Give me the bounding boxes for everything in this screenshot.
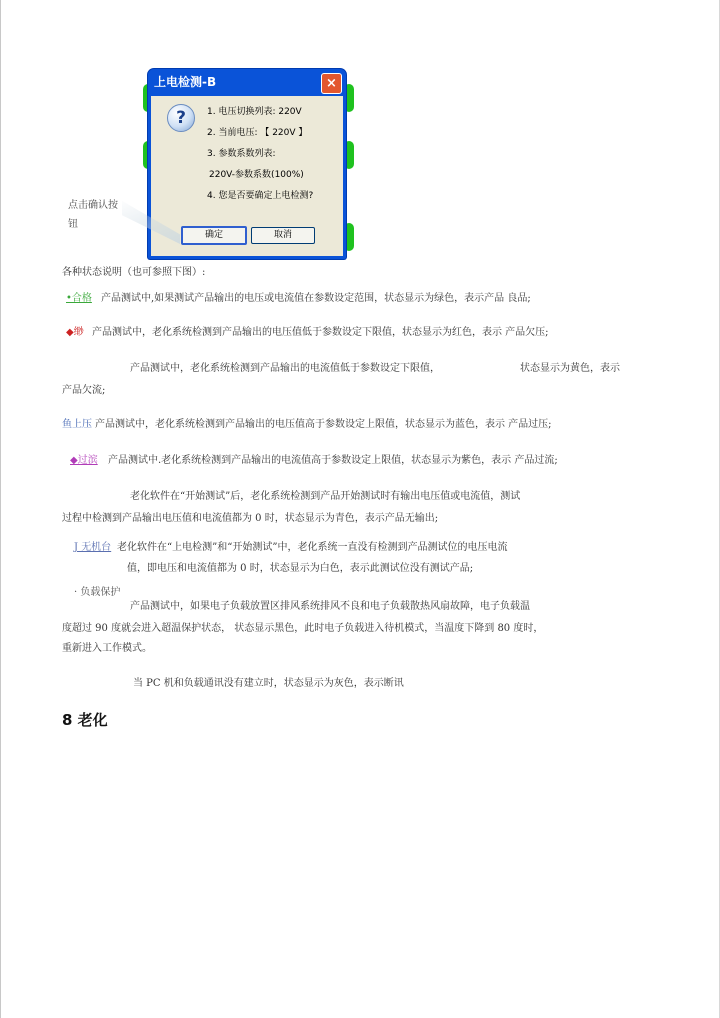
status-tag-load-protect: · 负载保护 xyxy=(74,587,121,598)
status-tag-pass: •合格 xyxy=(66,293,92,304)
status-tag-under-voltage: ◆缈 xyxy=(66,327,84,338)
status-text-under-current-1: 产品测试中，老化系统检测到产品输出的电流值低于参数设定下限值， xyxy=(130,363,440,374)
status-tag-idle: J 无机台 xyxy=(74,542,112,553)
status-text-no-output-2: 过程中检测到产品输出电压值和电流值都为 0 时，状态显示为青色，表示产品无输出; xyxy=(62,513,439,524)
dialog-line-voltage-list: 1. 电压切换列表: 220V xyxy=(207,107,302,117)
status-text-pass: 产品测试中,如果测试产品输出的电压或电流值在参数设定范围，状态显示为绿色，表示产品 良品; xyxy=(101,293,531,304)
section-heading: 8 老化 xyxy=(62,711,108,729)
status-tag-over-voltage: 鱼上压 xyxy=(62,419,92,430)
question-icon: ? xyxy=(167,104,195,132)
status-text-over-current: 产品测试中.老化系统检测到产品输出的电流值高于参数设定上限值，状态显示为紫色，表示 产品过流; xyxy=(108,455,558,466)
status-text-offline: 当 PC 机和负载通讯没有建立时，状态显示为灰色，表示断讯 xyxy=(133,678,404,689)
callout-label-line2: 钮 xyxy=(68,219,78,230)
status-tag-over-current: ◆过滨 xyxy=(70,455,98,466)
status-text-idle-1: 老化软件在“上电检测”和“开始测试”中，老化系统一直没有检测到产品测试位的电压电流 xyxy=(117,542,508,553)
status-text-load-protect-3: 重新进入工作模式。 xyxy=(62,643,152,654)
dialog-line-param-value: 220V-参数系数(100%) xyxy=(209,170,304,180)
power-on-check-dialog xyxy=(148,69,346,259)
callout-label-line1: 点击确认按 xyxy=(68,200,118,211)
status-text-load-protect-2: 度超过 90 度就会进入超温保护状态， 状态显示黑色，此时电子负载进入待机模式，当温度下降到 80 度时， xyxy=(62,623,544,634)
dialog-line-confirm-question: 4. 您是否要确定上电检测? xyxy=(207,191,314,201)
page-left-border xyxy=(0,0,1,1018)
status-text-under-current-2: 状态显示为黄色，表示 xyxy=(520,363,620,374)
ok-button[interactable]: 确定 xyxy=(181,226,247,245)
status-text-over-voltage: 产品测试中，老化系统检测到产品输出的电压值高于参数设定上限值，状态显示为蓝色，表示 产品过压; xyxy=(95,419,552,430)
status-intro: 各种状态说明（也可参照下图）: xyxy=(62,267,206,278)
close-icon[interactable]: × xyxy=(321,73,342,94)
status-text-no-output-1: 老化软件在“开始测试”后，老化系统检测到产品开始测试时有输出电压值或电流值，测试 xyxy=(130,491,521,502)
status-text-under-current-3: 产品欠流; xyxy=(62,385,106,396)
cancel-button[interactable]: 取消 xyxy=(251,227,315,244)
dialog-title: 上电检测-B xyxy=(154,75,217,89)
status-text-load-protect-1: 产品测试中，如果电子负载放置区排风系统排风不良和电子负载散热风扇故障，电子负载温 xyxy=(130,601,530,612)
status-text-idle-2: 值，即电压和电流值都为 0 时，状态显示为白色，表示此测试位没有测试产品; xyxy=(127,563,474,574)
dialog-line-current-voltage: 2. 当前电压: 【 220V 】 xyxy=(207,128,308,138)
dialog-line-param-list: 3. 参数系数列表: xyxy=(207,149,276,159)
status-text-under-voltage: 产品测试中，老化系统检测到产品输出的电压值低于参数设定下限值，状态显示为红色，表示 产品欠压; xyxy=(92,327,549,338)
dialog-body xyxy=(151,96,343,256)
